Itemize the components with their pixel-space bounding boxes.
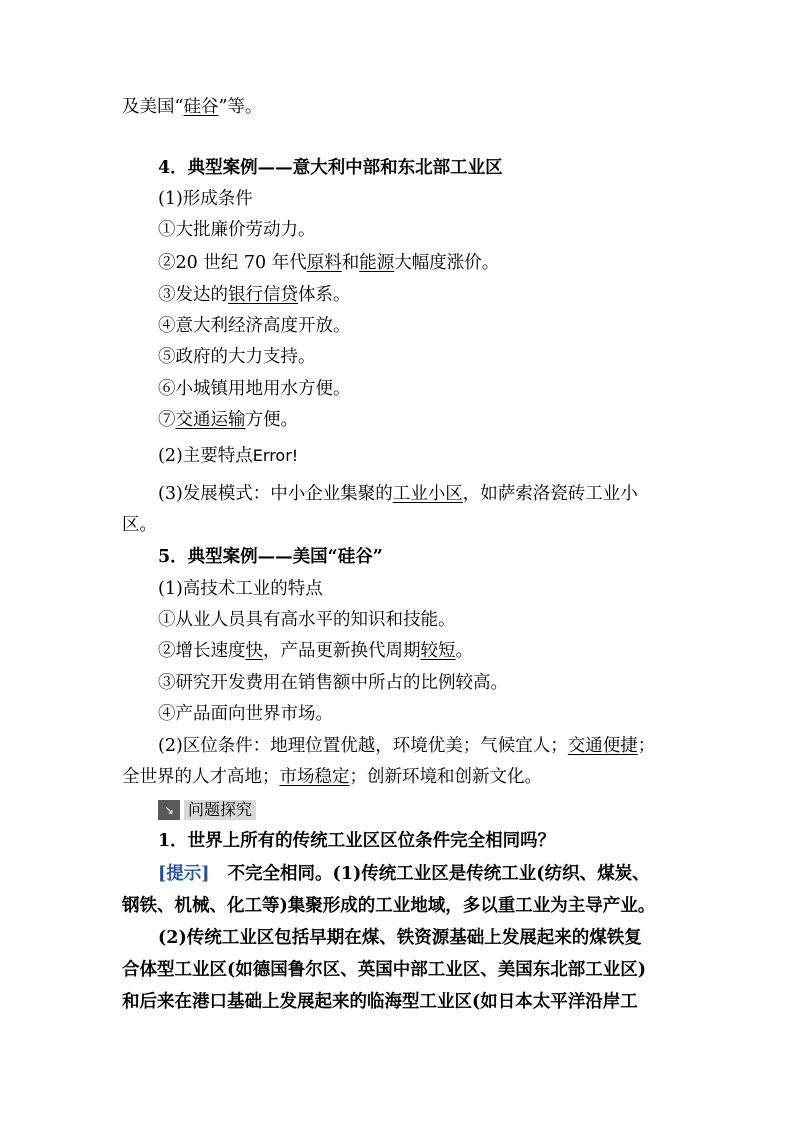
s4-condition-6: ⑥小城镇用地用水方便。 [158,379,351,399]
answer-line-2: 钢铁、机械、化工等)集聚形成的工业地域，多以重工业为主导产业。 [122,896,656,916]
answer-line-4: 合体型工业区(如德国鲁尔区、英国中部工业区、美国东北部工业区) [122,960,647,980]
answer-line-5: 和后来在港口基础上发展起来的临海型工业区(如日本太平洋沿岸工 [122,992,638,1012]
text: 大幅度涨价。 [394,253,500,273]
text: ； [637,736,656,756]
text: (2)区位条件：地理位置优越，环境优美；气候宜人； [158,736,568,756]
text: (3)发展模式：中小企业集聚的 [158,484,393,504]
s5-subheading-1: (1)高技术工业的特点 [158,579,323,599]
hint-label: [提示] [158,864,210,884]
text: 方便。 [245,410,298,430]
s5-feature-2 [158,639,473,663]
underlined: 交通便捷 [567,736,638,756]
text: ⑦ [158,410,176,430]
underlined: 较短 [420,641,456,661]
s4-subheading-2 [158,444,298,468]
s4-subheading-1: (1)形成条件 [158,189,253,209]
underlined: 能源 [359,253,395,273]
s4-condition-2 [158,251,499,275]
s5-feature-1: ①从业人员具有高水平的知识和技能。 [158,610,456,630]
underlined: 快 [245,641,263,661]
intro-text-end: ”等。 [218,97,263,117]
section-4-title: 4．典型案例——意大利中部和东北部工业区 [158,158,503,178]
section-tag [158,799,256,821]
error-field: Error! [252,446,299,465]
tag-label: 问题探究 [184,800,256,820]
answer-line-3: (2)传统工业区包括早期在煤、铁资源基础上发展起来的煤铁复 [158,928,642,948]
section-5-title: 5．典型案例——美国“硅谷” [158,547,383,567]
s5-subheading-2 [158,734,655,758]
s5-feature-3: ③研究开发费用在销售额中所占的比例较高。 [158,673,508,693]
intro-underlined: 硅谷 [183,97,219,117]
underlined: 工业小区 [392,484,463,504]
text: ③发达的 [158,285,228,305]
s5-feature-4: ④产品面向世界市场。 [158,704,333,724]
text: ，产品更新换代周期 [263,641,421,661]
intro-line [122,95,262,119]
underlined: 原料 [306,253,342,273]
s5-subheading-2-cont [122,765,542,789]
s4-subheading-3 [158,482,638,506]
underlined: 银行信贷 [228,285,298,305]
question-1: 1．世界上所有的传统工业区区位条件完全相同吗？ [158,831,556,851]
answer-line-1 [158,862,650,886]
text: ，如萨索洛瓷砖工业小 [462,484,638,504]
text: 和 [341,253,360,273]
text: 。 [455,641,473,661]
text: ②20 世纪 70 年代 [158,253,307,273]
text: 不完全相同。(1)传统工业区是传统工业(纺织、煤炭、 [227,864,650,884]
text: 全世界的人才高地； [122,767,280,787]
s4-condition-1: ①大批廉价劳动力。 [158,220,316,240]
s4-subheading-3-cont: 区。 [122,515,157,535]
text: 体系。 [298,285,351,305]
s4-condition-7 [158,408,298,432]
intro-text: 及美国“ [122,97,184,117]
text: ②增长速度 [158,641,246,661]
underlined: 市场稳定 [279,767,350,787]
s4-condition-5: ⑤政府的大力支持。 [158,347,316,367]
underlined: 交通运输 [175,410,246,430]
s4-condition-4: ④意大利经济高度开放。 [158,316,351,336]
text: (2)主要特点 [158,446,253,466]
arrow-icon: ↘ [158,800,180,820]
s4-condition-3 [158,283,351,307]
text: ；创新环境和创新文化。 [349,767,542,787]
